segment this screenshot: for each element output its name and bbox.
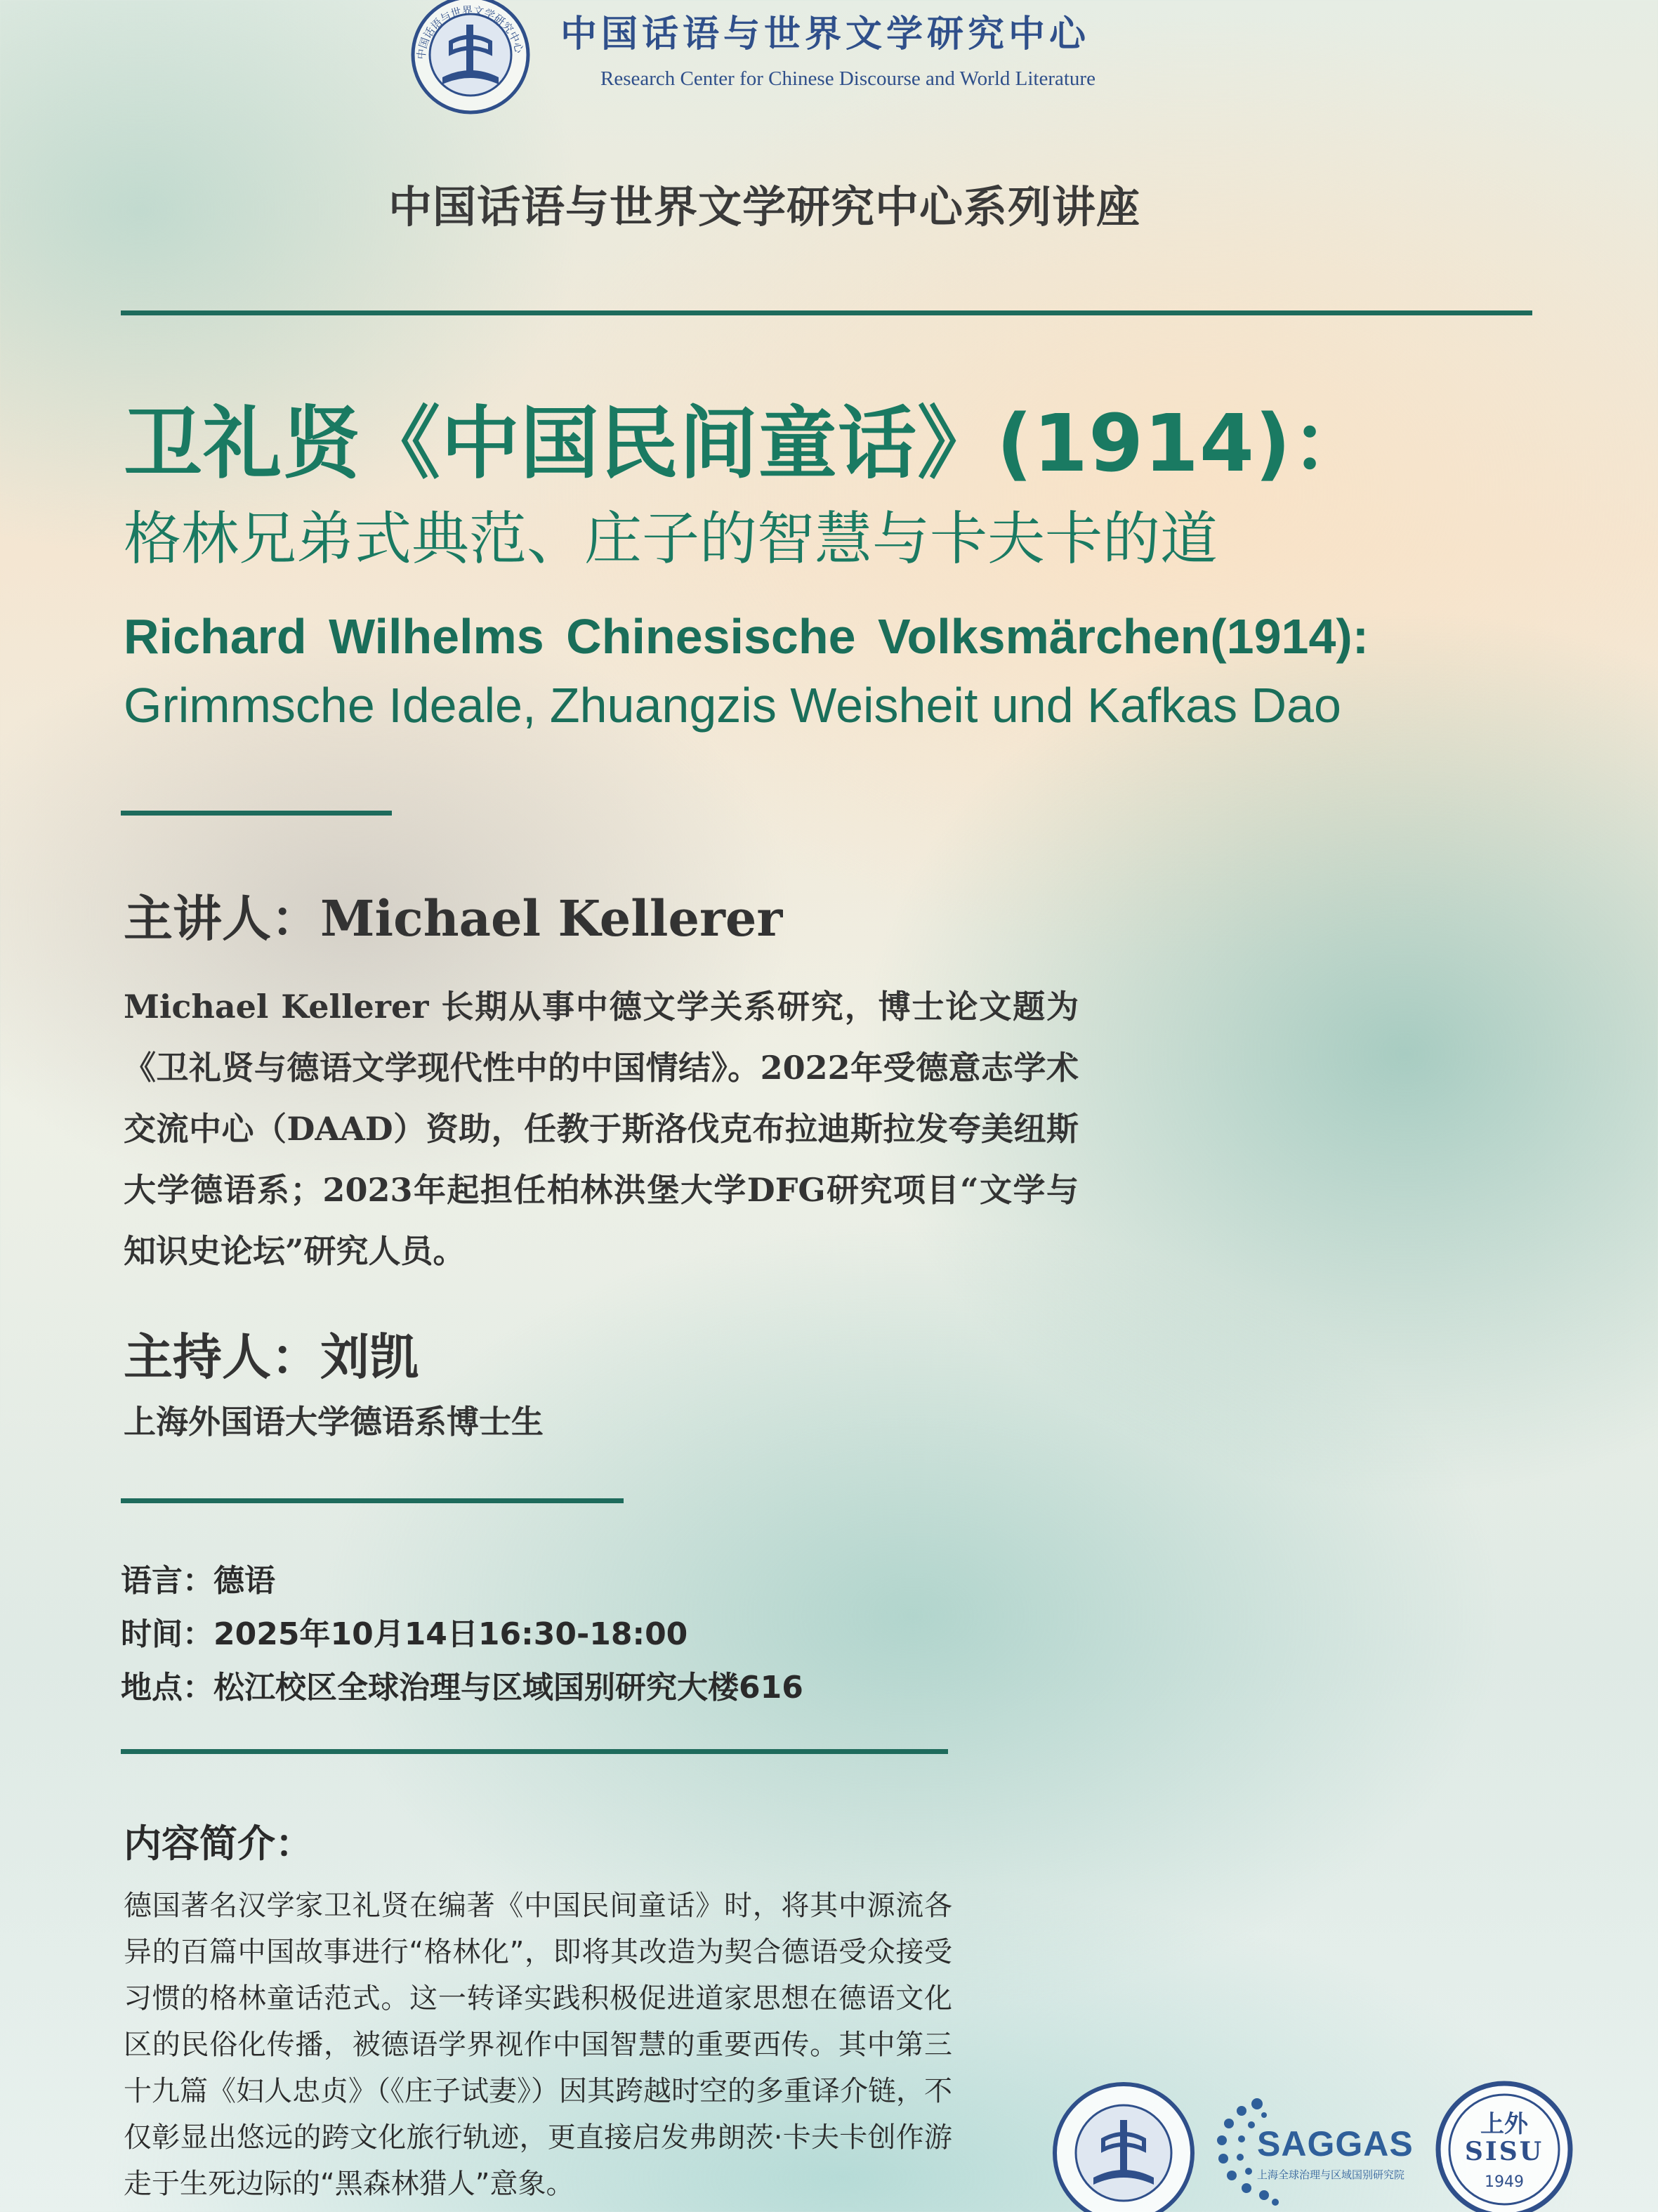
language-line: 语言：德语 — [121, 1563, 275, 1599]
research-center-logo — [393, 0, 548, 116]
time-line: 时间：2025年10月14日16:30-18:00 — [121, 1616, 688, 1652]
svg-text:中国话语与世界文学研究中心: 中国话语与世界文学研究中心 — [414, 4, 526, 60]
speaker-heading: 主讲人：Michael Kellerer — [124, 889, 783, 948]
sisu-logo — [1434, 2079, 1574, 2212]
divider-short — [121, 811, 392, 816]
sisu-mid-text: SISU — [1464, 2137, 1544, 2166]
org-name-cn: 中国话语与世界文学研究中心 — [560, 13, 1091, 55]
divider-info — [121, 1498, 624, 1503]
title-cn-main: 卫礼贤《中国民间童话》(1914)： — [124, 398, 1371, 490]
research-center-logo-small — [1050, 2079, 1197, 2212]
saggas-logo — [1208, 2090, 1419, 2212]
sisu-top-text: 上外 — [1480, 2110, 1528, 2138]
host-heading: 主持人：刘凯 — [124, 1328, 419, 1386]
title-de-main: Richard Wilhelms Chinesische Volksmärchen(1914): — [124, 609, 1369, 664]
sisu-year-text: 1949 — [1485, 2173, 1524, 2191]
place-line: 地点：松江校区全球治理与区域国别研究大楼616 — [121, 1670, 803, 1706]
divider-intro — [121, 1749, 948, 1754]
intro-text: 德国著名汉学家卫礼贤在编著《中国民间童话》时，将其中源流各异的百篇中国故事进行“格林化”，即将其改造为契合德语受众接受习惯的格林童话范式。这一转译实践积极促进道家思想在德语文化区的民俗化传播，被德语学界视作中国智慧的重要西传。其中第三十九篇《妇人忠贞》（《庄子试妻》）因其跨越时空的多重译介链，不仅彰显出悠远的跨文化旅行轨迹，更直接启发弗朗茨·卡夫卡创作游走于生死边际的“黑森林猎人”意象。 — [124, 1890, 952, 2200]
title-cn-sub: 格林兄弟式典范、庄子的智慧与卡夫卡的道 — [124, 506, 1218, 572]
intro-heading: 内容简介： — [124, 1821, 313, 1866]
host-description: 上海外国语大学德语系博士生 — [124, 1403, 544, 1441]
title-de-sub: Grimmsche Ideale, Zhuangzis Weisheit und Kafkas Dao — [124, 678, 1341, 733]
org-name-en: Research Center for Chinese Discourse and World Literature — [600, 67, 1096, 90]
saggas-subtitle: 上海全球治理与区域国别研究院 — [1257, 2168, 1405, 2181]
lecture-series-title: 中国话语与世界文学研究中心系列讲座 — [388, 181, 1141, 233]
saggas-name: SAGGAS — [1257, 2124, 1414, 2164]
speaker-bio: Michael Kellerer 长期从事中德文学关系研究，博士论文题为《卫礼贤与德语文学现代性中的中国情结》。2022年受德意志学术交流中心（DAAD）资助，任教于斯洛伐克布拉迪斯拉发夸美纽斯大学德语系；2023年起担任柏林洪堡大学DFG研究项目“文学与知识史论坛”研究人员。 — [124, 988, 1079, 1270]
divider-top — [121, 310, 1532, 315]
